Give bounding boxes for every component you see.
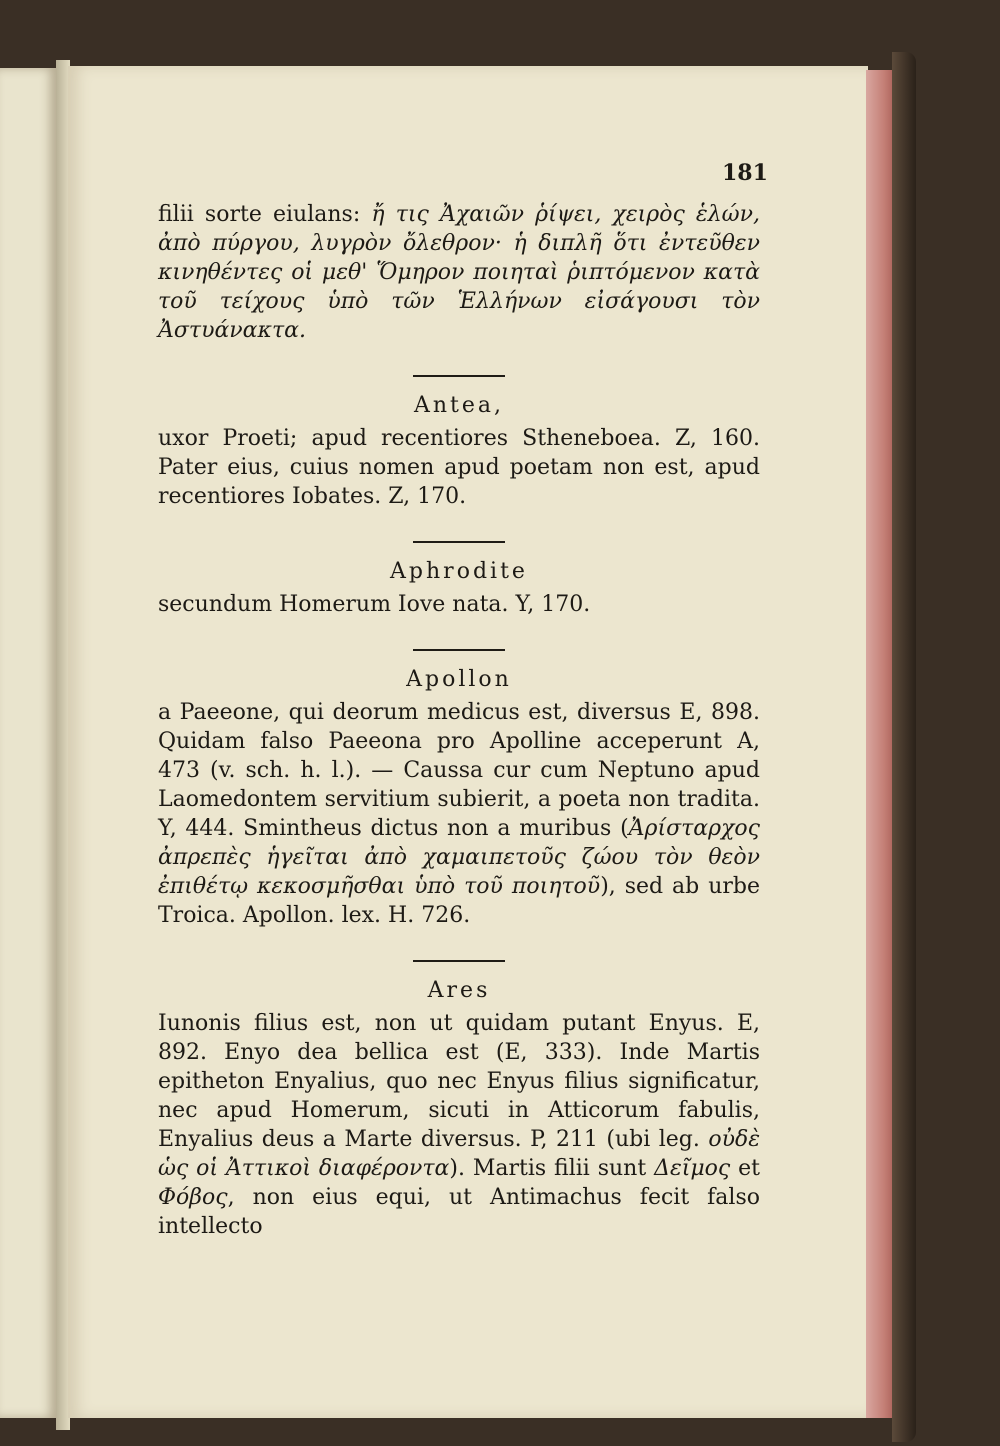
ares-text-a: Iunonis filius est, non ut quidam putant Enyus. E, 892. Enyo dea bellica est (E, 333). Inde Martis epitheton Enyalius, quo nec Enyus filius significatur, nec apud Homerum, sicuti in Atticorum fabulis, Enyalius deus a Marte diversus. P, 211 (ubi leg. xyxy=(158,1011,760,1152)
ares-text-c: et xyxy=(738,1156,760,1181)
ares-text-b: ). Martis filii sunt xyxy=(449,1156,647,1181)
intro-latin: filii sorte eiulans: xyxy=(158,202,361,227)
section-divider xyxy=(413,541,505,543)
page-number: 181 xyxy=(722,160,768,186)
ares-text-d: , non eius equi, ut Antimachus fecit falso intellecto xyxy=(158,1185,760,1239)
book-cover xyxy=(892,52,916,1442)
ares-greek-b: Δεῖμος xyxy=(654,1156,731,1181)
entry-heading-aphrodite: Aphrodite xyxy=(390,559,528,584)
apollon-text-a: a Paeeone, qui deorum medicus est, diversus E, 898. Quidam falso Paeeona pro Apolline acceperunt Α, 473 (v. sch. h. l.). — Caussa cur cum Neptuno apud Laomedontem servitium subierit, a poeta non tradita. Y, 444. Smintheus dictus non a muribus ( xyxy=(158,700,760,841)
intro-paragraph xyxy=(158,200,760,345)
entry-text-antea: uxor Proeti; apud recentiores Stheneboea. Z, 160. Pater eius, cuius nomen apud poetam non est, apud recentiores Iobates. Z, 170. xyxy=(158,426,760,509)
apollon-greek: Ἀρίσταρχος ἀπρεπὲς ἡγεῖται ἀπὸ χαμαιπετοῦς ζώου τὸν θεὸν ἐπιθέτῳ κεκοσμῆσθαι ὑπὸ τοῦ ποιητοῦ xyxy=(158,816,760,899)
entry-text-aphrodite: secundum Homerum Iove nata. Y, 170. xyxy=(158,592,591,617)
section-divider xyxy=(413,375,505,377)
entry-heading-antea: Antea, xyxy=(413,393,505,418)
entry-text-ares xyxy=(158,1009,760,1241)
entry-heading-ares: Ares xyxy=(427,978,491,1003)
apollon-text-b: ), sed ab urbe Troica. Apollon. lex. H. 726. xyxy=(158,874,761,928)
ares-greek-a: οὐδὲ ὡς οἱ Ἀττικοὶ διαφέροντα xyxy=(158,1127,760,1181)
entry-heading-apollon: Apollon xyxy=(406,667,512,692)
section-divider xyxy=(413,649,505,651)
text-block xyxy=(158,200,760,1241)
left-page-edge xyxy=(0,68,56,1418)
entry-text-apollon xyxy=(158,698,760,930)
intro-greek: ἤ τις Ἀχαιῶν ῥίψει, χειρὸς ἑλών, ἀπὸ πύργου, λυγρὸν ὄλεθρον· ἡ διπλῆ ὅτι ἐντεῦθεν κινηθέντες οἱ μεθ' Ὅμηρον ποιηταὶ ῥιπτόμενον κατὰ τοῦ τείχους ὑπὸ τῶν Ἑλλήνων εἰσάγουσι τὸν Ἀστυάνακτα. xyxy=(158,202,760,343)
section-divider xyxy=(413,960,505,962)
ares-greek-c: Φόβος xyxy=(158,1185,228,1210)
